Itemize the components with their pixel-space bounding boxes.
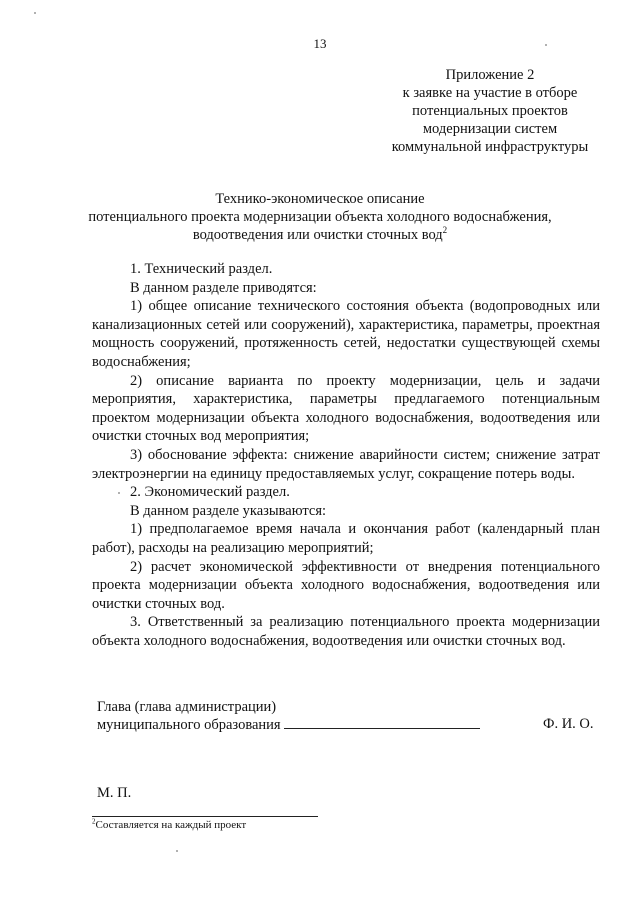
footnote-mark: 2: [92, 817, 96, 826]
title-line: Технико-экономическое описание: [215, 191, 425, 207]
scan-speck: [34, 12, 36, 14]
section-heading: 2. Экономический раздел.: [130, 484, 290, 501]
page-number: 13: [313, 36, 327, 51]
appendix-line: к заявке на участие в отборе: [402, 85, 578, 101]
document-body: [92, 260, 600, 650]
title-line: [60, 226, 580, 244]
stamp-place: М. П.: [97, 785, 132, 801]
title-line: потенциального проекта модернизации объекта холодного водоснабжения,: [88, 209, 552, 225]
section-heading: 1. Технический раздел.: [130, 261, 273, 277]
list-item: 2) описание варианта по проекту модернизации, цель и задачи мероприятия, характеристика, параметры предлагаемого потенциальным проектом модернизации объекта холодного водоснабжения, водоотведения или очистки сточных вод мероприятия;: [92, 372, 600, 445]
scan-speck: [545, 44, 547, 46]
appendix-line: коммунальной инфраструктуры: [391, 139, 589, 155]
section-heading: 3. Ответственный за реализацию потенциального проекта модернизации объекта холодного водоснабжения, водоотведения или очистки сточных вод.: [92, 614, 600, 649]
appendix-line: Приложение 2: [445, 67, 535, 83]
signature-org: [97, 716, 480, 734]
scan-speck: [176, 850, 178, 852]
list-item: 3) обоснование эффекта: снижение аварийности систем; снижение затрат электроэнергии на единицу предоставляемых услуг, сокращение потерь воды.: [92, 446, 600, 482]
appendix-line: модернизации систем: [422, 121, 558, 137]
appendix-line: потенциальных проектов: [412, 103, 568, 119]
scan-speck: [118, 492, 120, 494]
footnote: [92, 819, 246, 831]
signature-org-text: муниципального образования: [97, 717, 281, 733]
paragraph: В данном разделе приводятся:: [130, 279, 317, 296]
list-item: 1) предполагаемое время начала и окончания работ (календарный план работ), расходы на реализацию мероприятий;: [92, 521, 600, 556]
list-item: 2) расчет экономической эффективности от внедрения потенциального проекта модернизации объекта холодного водоснабжения, водоотведения или очистки сточных вод.: [92, 558, 600, 612]
document-title: [60, 190, 580, 244]
footnote-divider: [92, 816, 318, 817]
signature-fio: Ф. И. О.: [543, 716, 594, 732]
footnote-text: Составляется на каждый проект: [95, 819, 247, 831]
footnote-reference: 2: [442, 225, 448, 236]
list-item: 1) общее описание технического состояния объекта (водопроводных или канализационных сетей или сооружений), характеристика, параметры, проектная мощность сооружений, протяженность сетей, недостатки существующей схемы водоснабжения;: [92, 298, 600, 370]
paragraph: В данном разделе указываются:: [130, 502, 327, 519]
signature-line: [284, 716, 480, 729]
title-line-text: водоотведения или очистки сточных вод: [192, 227, 443, 243]
appendix-header: [380, 66, 600, 156]
signature-title: Глава (глава администрации): [97, 699, 277, 715]
